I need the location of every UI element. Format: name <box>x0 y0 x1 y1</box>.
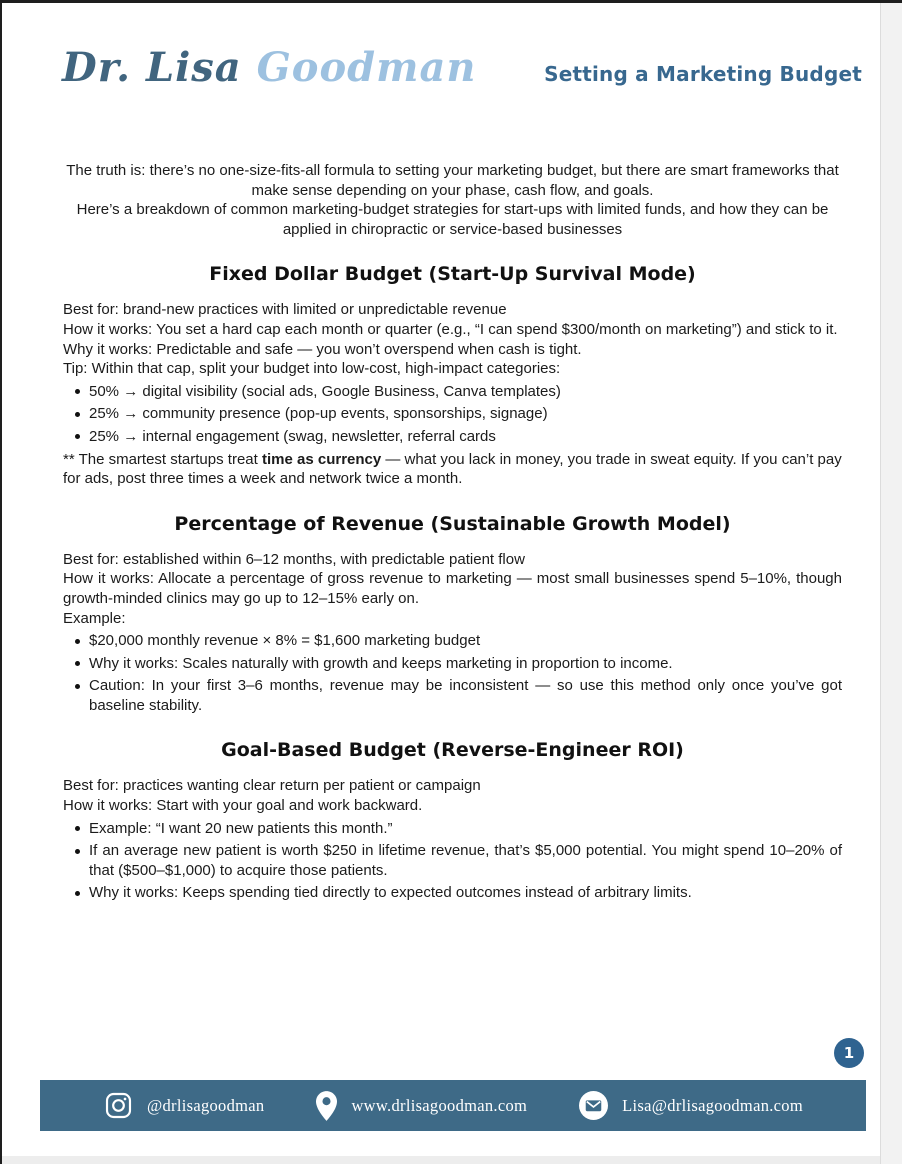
footer-instagram-handle: @drlisagoodman <box>147 1095 265 1115</box>
body-paragraph: Tip: Within that cap, split your budget into low-cost, high-impact categories: <box>63 360 561 378</box>
body-paragraph: Example: <box>63 609 126 627</box>
section-heading: Fixed Dollar Budget (Start-Up Survival Mode) <box>209 263 696 286</box>
section-goal-based-budget <box>63 739 842 903</box>
footnote-paragraph <box>63 450 842 489</box>
footer-website-link[interactable] <box>316 1091 527 1121</box>
section-heading: Goal-Based Budget (Reverse-Engineer ROI) <box>221 739 684 762</box>
body-paragraph: Why it works: Predictable and safe — you won’t overspend when cash is tight. <box>63 340 582 358</box>
page-title: Setting a Marketing Budget <box>544 62 862 86</box>
bullet-list <box>63 382 842 447</box>
body-paragraph: How it works: You set a hard cap each month or quarter (e.g., “I can spend $300/month on marketing”) and stick to it. <box>63 320 838 338</box>
bullet-item: If an average new patient is worth $250 in lifetime revenue, that’s $5,000 potential. You might spend 10–20% of that ($500–$1,000) to acquire those patients. <box>89 842 842 879</box>
brand-logo <box>62 44 476 91</box>
bullet-item: Why it works: Scales naturally with growth and keeps marketing in proportion to income. <box>89 654 842 674</box>
body-paragraph: How it works: Start with your goal and work backward. <box>63 797 423 815</box>
footnote-prefix: ** The smartest startups treat <box>63 450 262 468</box>
document-body <box>63 161 842 906</box>
intro-paragraph: Here’s a breakdown of common marketing-budget strategies for start-ups with limited funds, and how they can be applied in chiropractic or service-based businesses <box>76 201 829 238</box>
footer-instagram-link[interactable] <box>104 1091 264 1120</box>
logo-text-goodman: Goodman <box>256 44 477 91</box>
intro-paragraphs <box>63 161 842 239</box>
bullet-item: Why it works: Keeps spending tied directly to expected outcomes instead of arbitrary limits. <box>89 883 842 903</box>
page-gutter-right <box>880 3 902 1164</box>
page-edge-top <box>0 0 902 3</box>
page-number-badge: 1 <box>834 1038 864 1068</box>
bullet-item: Example: “I want 20 new patients this month.” <box>89 819 842 839</box>
bullet-item: 50% → digital visibility (social ads, Google Business, Canva templates) <box>89 382 842 402</box>
bullet-item: $20,000 monthly revenue × 8% = $1,600 marketing budget <box>89 631 842 651</box>
bullet-list <box>63 631 842 715</box>
body-paragraph: Best for: established within 6–12 months, with predictable patient flow <box>63 550 525 568</box>
section-percentage-of-revenue <box>63 513 842 716</box>
bullet-item: Caution: In your first 3–6 months, revenue may be inconsistent — so use this method only once you’ve got baseline stability. <box>89 677 842 714</box>
body-paragraph: How it works: Allocate a percentage of gross revenue to marketing — most small businesses spend 5–10%, though growth-minded clinics may go up to 12–15% early on. <box>63 570 842 607</box>
location-pin-icon <box>316 1091 337 1121</box>
body-paragraph: Best for: practices wanting clear return per patient or campaign <box>63 777 481 795</box>
footnote-suffix: — what you lack in money, you trade in sweat equity. If you can’t pay for ads, post three times a week and network twice a month. <box>63 450 842 488</box>
footer-email-link[interactable] <box>579 1091 803 1120</box>
logo-text-dr-lisa: Dr. Lisa <box>62 44 242 91</box>
section-fixed-dollar-budget <box>63 263 842 488</box>
footer-bar <box>40 1080 866 1131</box>
page-gutter-bottom <box>2 1156 880 1164</box>
footer-website-url: www.drlisagoodman.com <box>351 1095 528 1115</box>
bullet-item: 25% → community presence (pop-up events, sponsorships, signage) <box>89 404 842 424</box>
intro-paragraph: The truth is: there’s no one-size-fits-all formula to setting your marketing budget, but there are smart frameworks that make sense depending on your phase, cash flow, and goals. <box>66 162 839 199</box>
footer-email-address: Lisa@drlisagoodman.com <box>622 1095 803 1115</box>
instagram-icon <box>104 1091 133 1120</box>
bullet-item: 25% → internal engagement (swag, newsletter, referral cards <box>89 427 842 447</box>
section-heading: Percentage of Revenue (Sustainable Growth Model) <box>174 512 731 535</box>
email-icon <box>579 1091 608 1120</box>
body-paragraph: Best for: brand-new practices with limited or unpredictable revenue <box>63 301 507 319</box>
bullet-list <box>63 819 842 903</box>
footnote-bold-text: time as currency <box>261 450 382 468</box>
page-edge-left <box>0 0 2 1164</box>
